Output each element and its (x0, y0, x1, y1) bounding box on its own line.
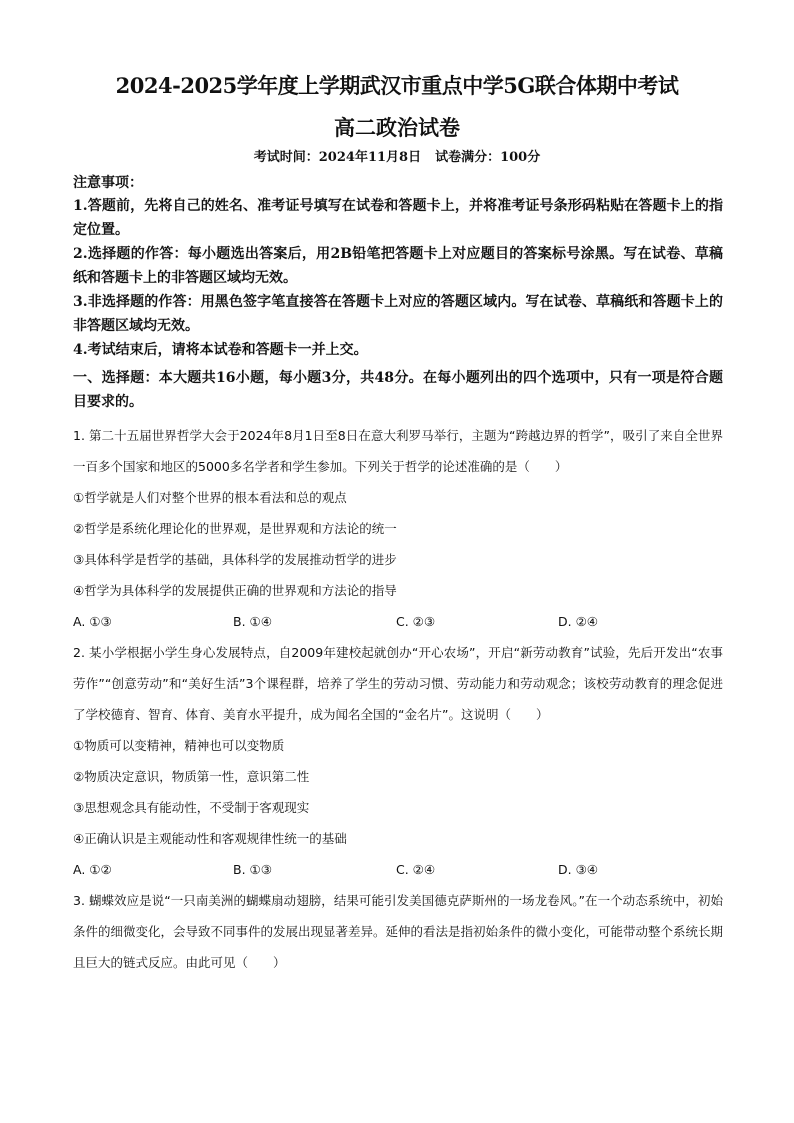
note-item: 4.考试结束后，请将本试卷和答题卡一并上交。 (73, 342, 368, 358)
questions-block (73, 420, 723, 978)
question-3 (73, 885, 723, 978)
choice-b: B. ①③ (233, 862, 272, 877)
question-2 (73, 637, 723, 885)
question-statement: ②哲学是系统化理论化的世界观，是世界观和方法论的统一 (73, 521, 397, 536)
question-statement: ④哲学为具体科学的发展提供正确的世界观和方法论的指导 (73, 583, 397, 598)
question-stem: 2. 某小学根据小学生身心发展特点，自2009年建校起就创办“开心农场”，开启“新劳动教育”试验，先后开发出“农事劳作”“创意劳动”和“美好生活”3个课程群，培养了学生的劳动习惯、劳动能力和劳动观念；该校劳动教育的理念促进了学校德育、智育、体育、美育水平提升，成为闻名全国的“金名片”。这说明（ ） (73, 645, 723, 722)
question-statement: ①物质可以变精神，精神也可以变物质 (73, 738, 285, 753)
question-statement: ①哲学就是人们对整个世界的根本看法和总的观点 (73, 490, 347, 505)
exam-title: 2024-2025学年度上学期武汉市重点中学5G联合体期中考试 (115, 73, 679, 98)
answer-choices (73, 854, 723, 885)
choice-d: D. ③④ (558, 862, 598, 877)
choice-b: B. ①④ (233, 614, 272, 629)
answer-choices (73, 606, 723, 637)
choice-c: C. ②③ (396, 614, 436, 629)
note-item: 3.非选择题的作答：用黑色签字笔直接答在答题卡上对应的答题区域内。写在试卷、草稿纸和答题卡上的非答题区域均无效。 (73, 294, 723, 334)
notes-block (73, 172, 723, 362)
exam-subtitle: 高二政治试卷 (334, 115, 460, 140)
choice-d: D. ②④ (558, 614, 598, 629)
section-heading: 一、选择题：本大题共16小题，每小题3分，共48分。在每小题列出的四个选项中，只有一项是符合题目要求的。 (73, 370, 723, 410)
note-item: 1.答题前，先将自己的姓名、准考证号填写在试卷和答题卡上，并将准考证号条形码粘贴在答题卡上的指定位置。 (73, 198, 723, 238)
choice-a: A. ①② (73, 862, 112, 877)
question-statement: ④正确认识是主观能动性和客观规律性统一的基础 (73, 831, 347, 846)
question-statement: ③思想观念具有能动性，不受制于客观现实 (73, 800, 310, 815)
question-1 (73, 420, 723, 637)
choice-a: A. ①③ (73, 614, 112, 629)
choice-c: C. ②④ (396, 862, 436, 877)
question-statement: ③具体科学是哲学的基础，具体科学的发展推动哲学的进步 (73, 552, 397, 567)
question-statement: ②物质决定意识，物质第一性，意识第二性 (73, 769, 310, 784)
question-stem: 3. 蝴蝶效应是说“一只南美洲的蝴蝶扇动翅膀，结果可能引发美国德克萨斯州的一场龙卷风。”在一个动态系统中，初始条件的细微变化，会导致不同事件的发展出现显著差异。延伸的看法是指初始条件的微小变化，可能带动整个系统长期且巨大的链式反应。由此可见（ ） (73, 893, 724, 970)
full-score: 试卷满分：100分 (435, 150, 541, 165)
exam-meta (0, 146, 794, 165)
note-item: 2.选择题的作答：每小题选出答案后，用2B铅笔把答题卡上对应题目的答案标号涂黑。写在试卷、草稿纸和答题卡上的非答题区域均无效。 (73, 246, 723, 286)
notes-heading: 注意事项： (73, 175, 143, 191)
question-stem: 1. 第二十五届世界哲学大会于2024年8月1日至8日在意大利罗马举行，主题为“跨越边界的哲学”，吸引了来自全世界一百多个国家和地区的5000多名学者和学生参加。下列关于哲学的论述准确的是（ ） (73, 428, 723, 474)
exam-time: 考试时间：2024年11月8日 (253, 150, 422, 165)
